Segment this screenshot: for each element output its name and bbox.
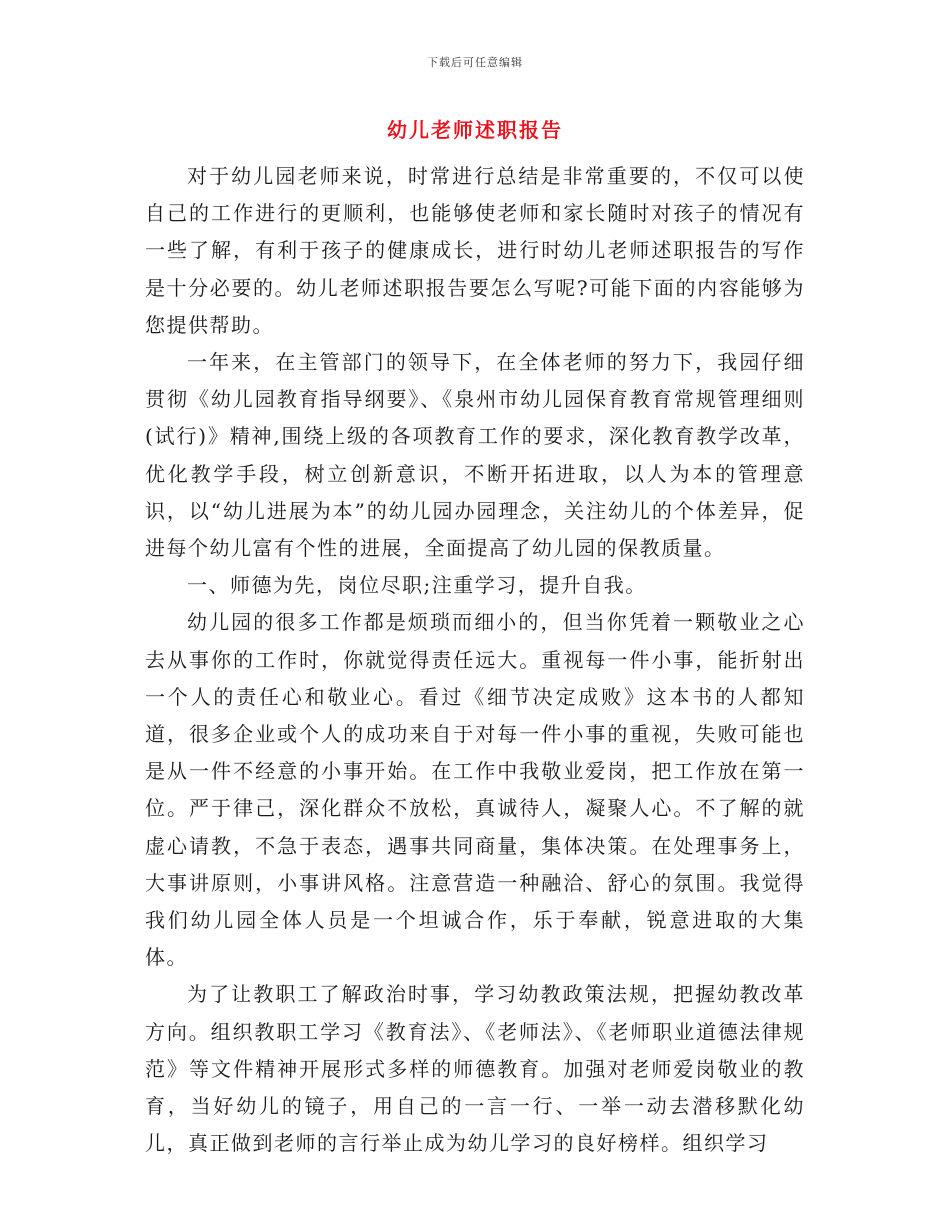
- header-note: 下载后可任意编辑: [427, 56, 523, 69]
- section-heading-1: 一、师德为先，岗位尽职;注重学习，提升自我。: [187, 573, 647, 598]
- paragraph-overview: 一年来，在主管部门的领导下，在全体老师的努力下，我园仔细贯彻《幼儿园教育指导纲要》、《泉州市幼儿园保育教育常规管理细则(试行)》精神,围绕上级的各项教育工作的要求，深化教育教学改革，优化教学手段，树立创新意识，不断开拓进取，以人为本的管理意识，以“幼儿进展为本”的幼儿园办园理念，关注幼儿的个体差异，促进每个幼儿富有个性的进展，全面提高了幼儿园的保教质量。: [145, 350, 805, 561]
- document-title: 幼儿老师述职报告: [387, 118, 563, 142]
- paragraph-intro: 对于幼儿园老师来说，时常进行总结是非常重要的，不仅可以使自己的工作进行的更顺利，也能够使老师和家长随时对孩子的情况有一些了解，有利于孩子的健康成长，进行时幼儿老师述职报告的写作是十分必要的。幼儿老师述职报告要怎么写呢?可能下面的内容能够为您提供帮助。: [145, 164, 805, 337]
- document-body: [145, 158, 805, 1162]
- paragraph-dedication: 幼儿园的很多工作都是烦琐而细小的，但当你凭着一颗敬业之心去从事你的工作时，你就觉得责任远大。重视每一件小事，能折射出一个人的责任心和敬业心。看过《细节决定成败》这本书的人都知道，很多企业或个人的成功来自于对每一件小事的重视，失败可能也是从一件不经意的小事开始。在工作中我敬业爱岗，把工作放在第一位。严于律己，深化群众不放松，真诚待人，凝聚人心。不了解的就虚心请教，不急于表态，遇事共同商量，集体决策。在处理事务上，大事讲原则，小事讲风格。注意营造一种融洽、舒心的氛围。我觉得我们幼儿园全体人员是一个坦诚合作，乐于奉献，锐意进取的大集体。: [145, 610, 805, 970]
- paragraph-training: 为了让教职工了解政治时事，学习幼教政策法规，把握幼教改革方向。组织教职工学习《教育法》、《老师法》、《老师职业道德法律规范》等文件精神开展形式多样的师德教育。加强对老师爱岗敬业的教育，当好幼儿的镜子，用自己的一言一行、一举一动去潜移默化幼儿，真正做到老师的言行举止成为幼儿学习的良好榜样。组织学习: [145, 982, 805, 1156]
